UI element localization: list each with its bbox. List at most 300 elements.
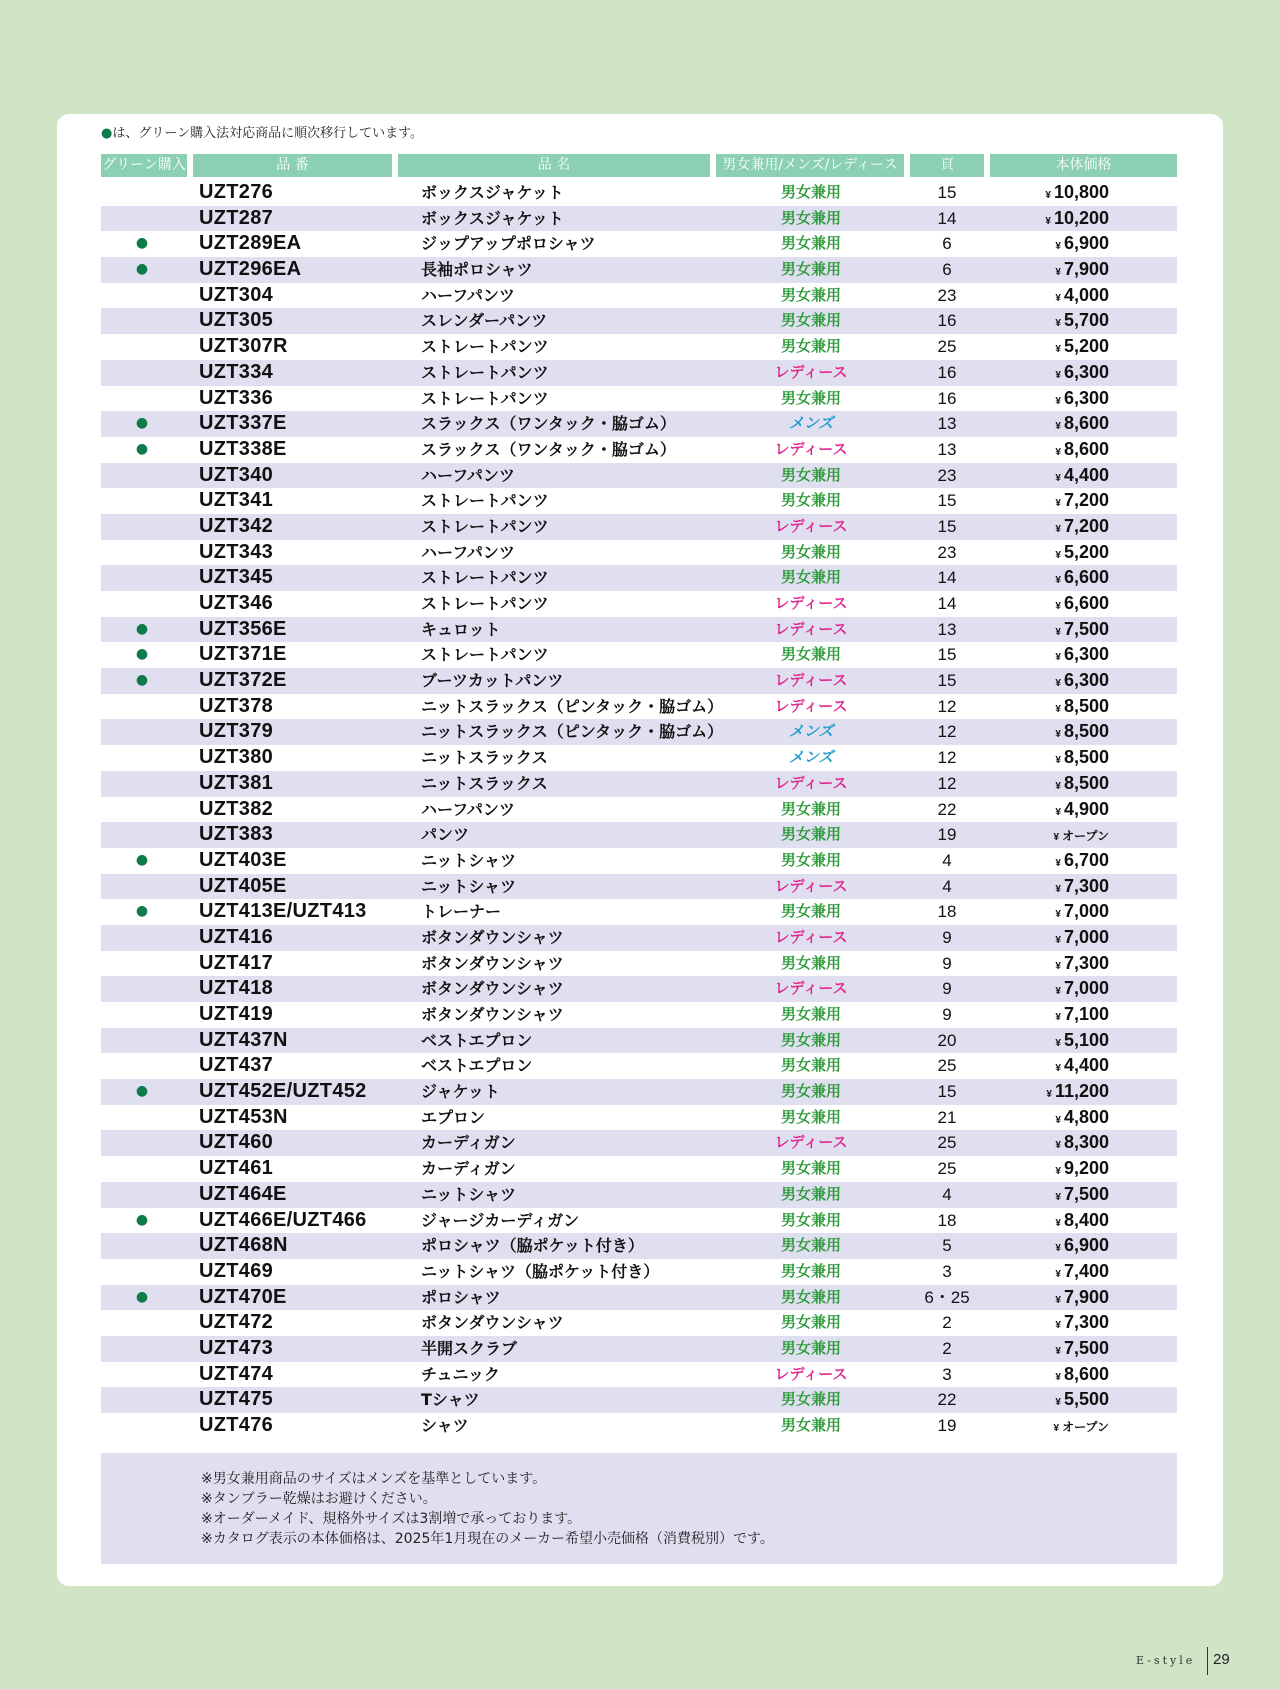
- product-code: UZT379: [199, 720, 274, 743]
- catalog-page: 20: [937, 1030, 957, 1050]
- yen-symbol: ¥: [1055, 755, 1061, 767]
- green-purchase-mark: [101, 1362, 183, 1388]
- price: [991, 308, 1109, 334]
- gender-type: 男女兼用: [780, 645, 841, 664]
- catalog-page: 13: [937, 619, 957, 639]
- price-value: 6,900: [1063, 1235, 1109, 1256]
- catalog-page: 9: [942, 927, 952, 947]
- yen-symbol: ¥: [1055, 652, 1061, 664]
- product-name: ジャージカーディガン: [421, 1210, 580, 1230]
- catalog-page: 14: [937, 208, 957, 228]
- footer-brand: E-style: [1136, 1654, 1196, 1667]
- price-value: 7,300: [1063, 875, 1109, 896]
- catalog-page: 16: [937, 388, 957, 408]
- gender-type: 男女兼用: [780, 465, 841, 484]
- yen-symbol: ¥: [1055, 369, 1061, 381]
- green-purchase-mark: ●: [135, 415, 149, 432]
- product-code: UZT466E/UZT466: [199, 1208, 367, 1231]
- green-purchase-mark: [101, 745, 183, 771]
- table-row: [101, 308, 1177, 334]
- product-name: カーディガン: [421, 1133, 516, 1153]
- price-value: 8,500: [1063, 721, 1109, 742]
- price-value: 7,500: [1063, 1183, 1109, 1204]
- catalog-page: 15: [937, 491, 957, 511]
- header-code: 品 番: [193, 154, 392, 177]
- product-code: UZT452E/UZT452: [199, 1080, 367, 1103]
- price-value: 4,800: [1063, 1106, 1109, 1127]
- price: [991, 334, 1109, 360]
- price: [991, 1336, 1109, 1362]
- yen-symbol: ¥: [1055, 498, 1061, 510]
- product-name: 半開スクラブ: [421, 1338, 518, 1358]
- price-value: 8,600: [1063, 1363, 1109, 1384]
- yen-symbol: ¥: [1055, 1191, 1061, 1203]
- price-value: 7,300: [1063, 1312, 1109, 1333]
- price: [991, 565, 1109, 591]
- product-name: ストレートパンツ: [421, 388, 549, 408]
- price: [991, 1362, 1109, 1388]
- product-code: UZT405E: [199, 874, 287, 897]
- catalog-page: 13: [937, 414, 957, 434]
- yen-symbol: ¥: [1055, 678, 1061, 690]
- yen-symbol: ¥: [1055, 729, 1061, 741]
- yen-symbol: ¥: [1055, 292, 1061, 304]
- product-code: UZT343: [199, 540, 274, 563]
- table-row: [101, 206, 1177, 232]
- table-row: [101, 411, 1177, 437]
- price: [991, 976, 1109, 1002]
- price-value: 7,300: [1063, 952, 1109, 973]
- price-value: 6,300: [1063, 670, 1109, 691]
- yen-symbol: ¥: [1046, 1089, 1052, 1101]
- price-value: 8,300: [1063, 1132, 1109, 1153]
- gender-type: 男女兼用: [780, 311, 841, 330]
- green-purchase-mark: [101, 771, 183, 797]
- price: [991, 797, 1109, 823]
- product-code: UZT356E: [199, 617, 287, 640]
- price: [991, 283, 1109, 309]
- yen-symbol: ¥: [1055, 1063, 1061, 1075]
- price: [991, 1079, 1109, 1105]
- price: [991, 771, 1109, 797]
- product-name: ニットシャツ: [421, 850, 517, 870]
- price-value: 6,300: [1063, 387, 1109, 408]
- product-name: ベストエプロン: [421, 1030, 533, 1050]
- table-row: [101, 1387, 1177, 1413]
- catalog-page: 18: [937, 902, 957, 922]
- gender-type: 男女兼用: [780, 260, 841, 279]
- table-row: [101, 925, 1177, 951]
- yen-symbol: ¥: [1045, 215, 1051, 227]
- catalog-page: 3: [942, 1261, 952, 1281]
- green-purchase-mark: [101, 951, 183, 977]
- gender-type: 男女兼用: [780, 1210, 841, 1229]
- green-purchase-mark: [101, 1310, 183, 1336]
- product-name: ボタンダウンシャツ: [421, 1005, 564, 1024]
- table-row: [101, 1156, 1177, 1182]
- green-purchase-mark: ●: [135, 646, 149, 663]
- table-row: [101, 591, 1177, 617]
- yen-symbol: ¥: [1055, 1012, 1061, 1023]
- gender-type: 男女兼用: [780, 1005, 841, 1023]
- table-row: [101, 642, 1177, 668]
- product-code: UZT417: [199, 951, 274, 974]
- table-row: [101, 1002, 1177, 1028]
- price: [991, 488, 1109, 514]
- catalog-page: 13: [937, 439, 957, 459]
- gender-type: 男女兼用: [780, 953, 841, 972]
- product-name: エプロン: [421, 1107, 486, 1127]
- green-purchase-mark: [101, 719, 183, 745]
- product-name: ストレートパンツ: [421, 362, 549, 382]
- price-value: 7,200: [1063, 490, 1109, 511]
- green-purchase-note: [101, 126, 423, 142]
- product-name: ボックスジャケット: [421, 208, 564, 228]
- gender-type: 男女兼用: [780, 183, 841, 201]
- product-name: ニットスラックス: [421, 773, 548, 793]
- table-row: [101, 1362, 1177, 1388]
- green-purchase-note-text: は、グリーン購入法対応商品に順次移行しています。: [112, 126, 424, 141]
- table-row: [101, 617, 1177, 643]
- table-row: [101, 1413, 1177, 1439]
- price-value: 6,900: [1063, 233, 1109, 254]
- gender-type: メンズ: [788, 748, 834, 767]
- price-value: 11,200: [1054, 1081, 1109, 1102]
- product-name: Tシャツ: [421, 1390, 480, 1410]
- yen-symbol: ¥: [1055, 523, 1061, 535]
- product-name: ハーフパンツ: [421, 465, 515, 485]
- table-row: [101, 1182, 1177, 1208]
- price-value: オープン: [1062, 1420, 1109, 1434]
- yen-symbol: ¥: [1055, 1268, 1061, 1280]
- price: [991, 1208, 1109, 1234]
- table-row: [101, 463, 1177, 489]
- price-value: 4,000: [1063, 284, 1109, 305]
- yen-symbol: ¥: [1055, 1037, 1061, 1049]
- green-purchase-mark: ●: [135, 903, 149, 920]
- product-code: UZT475: [199, 1388, 274, 1411]
- green-purchase-mark: [101, 334, 183, 360]
- green-purchase-mark: [101, 206, 183, 232]
- green-purchase-mark: [101, 822, 183, 848]
- product-code: UZT378: [199, 694, 274, 717]
- price: [991, 1130, 1109, 1156]
- price: [991, 925, 1109, 951]
- table-row: [101, 951, 1177, 977]
- gender-type: レディース: [774, 439, 848, 458]
- green-purchase-mark: ●: [135, 1288, 149, 1305]
- gender-type: レディース: [774, 696, 848, 715]
- catalog-page: 14: [937, 568, 957, 588]
- product-name: ニットスラックス: [421, 748, 548, 768]
- product-code: UZT276: [199, 181, 274, 203]
- price: [991, 180, 1109, 206]
- green-purchase-mark: [101, 1336, 183, 1362]
- yen-symbol: ¥: [1055, 1140, 1061, 1152]
- product-code: UZT371E: [199, 643, 287, 666]
- price: [991, 899, 1109, 925]
- product-name: ジャケット: [421, 1082, 500, 1102]
- gender-type: メンズ: [788, 722, 834, 741]
- price-value: 6,300: [1063, 644, 1109, 665]
- table-row: [101, 1130, 1177, 1156]
- catalog-page: 3: [942, 1364, 952, 1384]
- catalog-page: 21: [937, 1107, 957, 1127]
- green-dot-icon: ●: [101, 126, 113, 141]
- catalog-page: 5: [942, 1236, 952, 1256]
- product-code: UZT476: [199, 1414, 274, 1436]
- green-purchase-mark: ●: [135, 672, 149, 689]
- yen-symbol: ¥: [1055, 934, 1061, 946]
- header-price: 本体価格: [990, 154, 1177, 177]
- green-purchase-mark: [101, 514, 183, 540]
- catalog-page: 4: [942, 850, 952, 870]
- price: [991, 1002, 1109, 1028]
- price-value: 4,900: [1063, 798, 1109, 819]
- green-purchase-mark: [101, 180, 183, 206]
- notes-box: [101, 1453, 1177, 1564]
- gender-type: 男女兼用: [780, 1313, 841, 1332]
- catalog-page: 19: [937, 825, 957, 845]
- gender-type: 男女兼用: [780, 285, 841, 304]
- table-row: [101, 1259, 1177, 1285]
- table-row: [101, 1233, 1177, 1259]
- green-purchase-mark: [101, 1182, 183, 1208]
- gender-type: 男女兼用: [780, 234, 841, 253]
- price: [991, 514, 1109, 540]
- product-name: トレーナー: [421, 902, 502, 922]
- product-code: UZT340: [199, 463, 274, 486]
- product-code: UZT453N: [199, 1105, 288, 1128]
- table-row: [101, 565, 1177, 591]
- gender-type: 男女兼用: [780, 388, 841, 407]
- price: [991, 1233, 1109, 1259]
- price: [991, 745, 1109, 771]
- price-value: 5,100: [1063, 1029, 1109, 1050]
- yen-symbol: ¥: [1055, 395, 1061, 407]
- gender-type: 男女兼用: [780, 542, 841, 561]
- catalog-page: 6: [942, 260, 952, 280]
- price: [991, 1387, 1109, 1413]
- catalog-page: 23: [937, 542, 957, 562]
- catalog-page: 12: [937, 748, 957, 768]
- gender-type: 男女兼用: [780, 1236, 841, 1255]
- product-name: ボタンダウンシャツ: [421, 953, 564, 973]
- gender-type: 男女兼用: [780, 1056, 841, 1075]
- price-value: 8,500: [1063, 695, 1109, 716]
- gender-type: 男女兼用: [780, 208, 841, 227]
- catalog-page: 2: [942, 1313, 952, 1333]
- gender-type: 男女兼用: [780, 799, 841, 818]
- green-purchase-mark: ●: [135, 620, 149, 637]
- product-code: UZT381: [199, 771, 274, 794]
- note-line: ※オーダーメイド、規格外サイズは3割増で承っております。: [201, 1511, 582, 1527]
- table-row: [101, 668, 1177, 694]
- yen-symbol: ¥: [1055, 986, 1061, 998]
- product-code: UZT416: [199, 925, 274, 948]
- product-name: シャツ: [421, 1416, 469, 1435]
- gender-type: レディース: [774, 671, 848, 690]
- product-code: UZT464E: [199, 1182, 287, 1205]
- product-name: ジップアップポロシャツ: [421, 234, 596, 254]
- product-code: UZT468N: [199, 1234, 288, 1257]
- product-name: パンツ: [421, 825, 470, 845]
- table-row: [101, 1053, 1177, 1079]
- catalog-page: 16: [937, 311, 957, 331]
- price-value: 7,000: [1063, 901, 1109, 922]
- product-code: UZT418: [199, 977, 274, 1000]
- price-value: 8,600: [1063, 413, 1109, 434]
- catalog-page: 9: [942, 979, 952, 999]
- green-purchase-mark: ●: [135, 851, 149, 868]
- gender-type: レディース: [774, 1133, 848, 1152]
- catalog-page: 15: [937, 645, 957, 665]
- yen-symbol: ¥: [1055, 857, 1061, 869]
- yen-symbol: ¥: [1055, 601, 1061, 612]
- gender-type: レディース: [774, 1364, 848, 1383]
- price: [991, 411, 1109, 437]
- gender-type: 男女兼用: [780, 1416, 841, 1434]
- table-row: [101, 180, 1177, 206]
- product-code: UZT296EA: [199, 258, 302, 281]
- product-code: UZT337E: [199, 412, 287, 435]
- yen-symbol: ¥: [1055, 1371, 1061, 1383]
- product-code: UZT413E/UZT413: [199, 900, 367, 923]
- price: [991, 874, 1109, 900]
- yen-symbol: ¥: [1053, 832, 1060, 844]
- green-purchase-mark: ●: [135, 235, 149, 252]
- product-code: UZT474: [199, 1362, 274, 1385]
- yen-symbol: ¥: [1055, 1345, 1061, 1357]
- table-row: [101, 848, 1177, 874]
- price: [991, 1156, 1109, 1182]
- table-row: [101, 822, 1177, 848]
- yen-symbol: ¥: [1055, 780, 1061, 792]
- price: [991, 719, 1109, 745]
- price-value: 4,400: [1063, 1055, 1109, 1076]
- table-row: [101, 334, 1177, 360]
- gender-type: 男女兼用: [780, 1338, 841, 1357]
- table-row: [101, 874, 1177, 900]
- price-value: 6,300: [1063, 361, 1109, 382]
- product-name: スラックス（ワンタック・脇ゴム）: [421, 439, 676, 459]
- page-number: 29: [1213, 1651, 1230, 1668]
- catalog-page: 6: [942, 234, 952, 254]
- gender-type: 男女兼用: [780, 568, 841, 587]
- table-row: [101, 360, 1177, 386]
- product-name: ボタンダウンシャツ: [421, 927, 564, 947]
- yen-symbol: ¥: [1055, 472, 1061, 484]
- table-row: [101, 694, 1177, 720]
- price: [991, 360, 1109, 386]
- product-code: UZT341: [199, 489, 274, 512]
- green-purchase-mark: [101, 976, 183, 1002]
- product-name: ボックスジャケット: [421, 183, 564, 202]
- green-purchase-mark: [101, 591, 183, 617]
- yen-symbol: ¥: [1055, 1294, 1061, 1306]
- product-name: ブーツカットパンツ: [421, 671, 564, 691]
- product-name: ストレートパンツ: [421, 568, 549, 588]
- price-value: 8,500: [1063, 747, 1109, 768]
- catalog-page: 4: [942, 1184, 952, 1204]
- table-row: [101, 1285, 1177, 1311]
- green-purchase-mark: [101, 540, 183, 566]
- price-value: 5,500: [1063, 1389, 1109, 1410]
- green-purchase-mark: ●: [135, 440, 149, 457]
- product-code: UZT342: [199, 514, 274, 537]
- price-value: 6,600: [1063, 567, 1109, 588]
- product-code: UZT345: [199, 566, 274, 589]
- header-page: 頁: [910, 154, 984, 177]
- catalog-page: 4: [942, 876, 952, 896]
- price-value: 8,500: [1063, 772, 1109, 793]
- yen-symbol: ¥: [1055, 960, 1061, 972]
- price-value: 7,000: [1063, 926, 1109, 947]
- catalog-page: 25: [937, 1159, 957, 1179]
- product-code: UZT380: [199, 746, 274, 769]
- product-name: カーディガン: [421, 1159, 516, 1179]
- product-code: UZT304: [199, 283, 274, 306]
- green-purchase-mark: [101, 1130, 183, 1156]
- price: [991, 437, 1109, 463]
- green-purchase-mark: [101, 694, 183, 720]
- table-row: [101, 899, 1177, 925]
- product-name: ニットスラックス（ピンタック・脇ゴム）: [421, 696, 724, 716]
- price: [991, 642, 1109, 668]
- green-purchase-mark: [101, 386, 183, 412]
- green-purchase-mark: [101, 1105, 183, 1131]
- product-name: ポロシャツ（脇ポケット付き）: [421, 1236, 644, 1256]
- gender-type: 男女兼用: [780, 825, 841, 844]
- gender-type: 男女兼用: [780, 902, 841, 921]
- green-purchase-mark: [101, 283, 183, 309]
- yen-symbol: ¥: [1055, 1397, 1061, 1409]
- price: [991, 822, 1109, 848]
- price-value: オープン: [1062, 829, 1109, 844]
- price-value: 7,900: [1063, 259, 1109, 280]
- price: [991, 668, 1109, 694]
- price: [991, 1028, 1109, 1054]
- yen-symbol: ¥: [1055, 1217, 1061, 1229]
- green-purchase-mark: [101, 463, 183, 489]
- product-code: UZT289EA: [199, 232, 302, 255]
- header-green: グリーン購入: [101, 154, 187, 177]
- product-name: ニットシャツ（脇ポケット付き）: [421, 1261, 660, 1281]
- note-line: ※カタログ表示の本体価格は、2025年1月現在のメーカー希望小売価格（消費税別）です。: [201, 1531, 774, 1547]
- price: [991, 386, 1109, 412]
- green-purchase-mark: ●: [135, 1083, 149, 1100]
- product-name: ハーフパンツ: [421, 285, 515, 305]
- table-row: [101, 745, 1177, 771]
- product-code: UZT336: [199, 386, 274, 409]
- green-purchase-mark: [101, 1259, 183, 1285]
- gender-type: 男女兼用: [780, 1082, 841, 1101]
- table-row: [101, 797, 1177, 823]
- price-value: 9,200: [1063, 1158, 1109, 1179]
- product-code: UZT307R: [199, 335, 288, 358]
- gender-type: 男女兼用: [780, 1287, 841, 1306]
- price-value: 8,600: [1063, 438, 1109, 459]
- gender-type: レディース: [774, 876, 848, 895]
- yen-symbol: ¥: [1055, 421, 1061, 433]
- catalog-page: 18: [937, 1210, 957, 1230]
- yen-symbol: ¥: [1055, 344, 1061, 356]
- product-name: スレンダーパンツ: [421, 311, 548, 331]
- catalog-page: 16: [937, 362, 957, 382]
- price-value: 7,400: [1063, 1260, 1109, 1281]
- yen-symbol: ¥: [1055, 806, 1061, 818]
- product-name: 長袖ポロシャツ: [421, 260, 533, 280]
